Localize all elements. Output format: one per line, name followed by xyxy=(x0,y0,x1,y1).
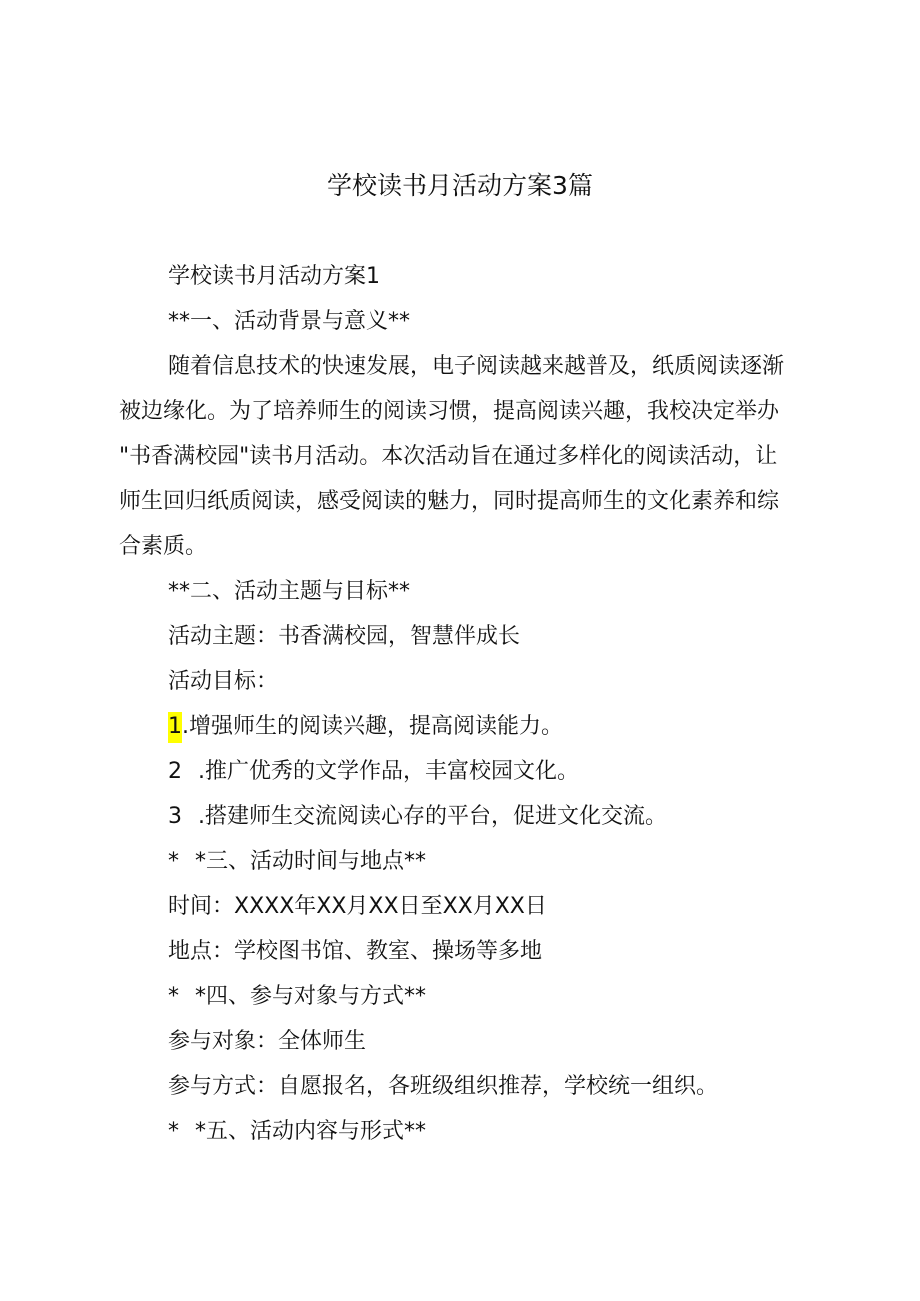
paragraph-line: 师生回归纸质阅读，感受阅读的魅力，同时提高师生的文化素养和综 xyxy=(119,489,780,514)
section-heading-5 xyxy=(168,1117,426,1147)
heading-text: *四、参与对象与方式** xyxy=(195,984,427,1009)
section-heading-1: **一、活动背景与意义** xyxy=(168,309,411,334)
goal-text: .搭建师生交流阅读心存的平台，促进文化交流。 xyxy=(198,804,667,829)
goal-number: 2 xyxy=(168,759,182,784)
goal-text: .推广优秀的文学作品，丰富校园文化。 xyxy=(198,759,579,784)
goal-item-1 xyxy=(168,712,563,742)
paragraph-line: "书香满校园"读书月活动。本次活动旨在通过多样化的阅读活动，让 xyxy=(119,444,778,469)
goal-item-2 xyxy=(168,757,579,787)
highlighted-number: 1 xyxy=(168,712,182,743)
goal-number: 3 xyxy=(168,804,182,829)
time-line: 时间：XXXX年XX月XX日至XX月XX日 xyxy=(168,894,547,919)
section-heading-3 xyxy=(168,847,426,877)
theme-line: 活动主题：书香满校园，智慧伴成长 xyxy=(168,624,521,649)
goal-item-3 xyxy=(168,802,667,832)
section-heading-2: **二、活动主题与目标** xyxy=(168,579,411,604)
paragraph-line: 随着信息技术的快速发展，电子阅读越来越普及，纸质阅读逐渐 xyxy=(168,354,785,379)
paragraph-line: 合素质。 xyxy=(119,534,208,559)
goal-text: .增强师生的阅读兴趣，提高阅读能力。 xyxy=(182,714,563,739)
heading-star: * xyxy=(168,1119,179,1144)
goals-label: 活动目标： xyxy=(168,669,279,694)
plan-subtitle: 学校读书月活动方案1 xyxy=(168,264,380,289)
section-heading-4 xyxy=(168,982,426,1012)
heading-text: *五、活动内容与形式** xyxy=(195,1119,427,1144)
paragraph-line: 被边缘化。为了培养师生的阅读习惯，提高阅读兴趣，我校决定举办 xyxy=(119,399,780,424)
heading-text: *三、活动时间与地点** xyxy=(195,849,427,874)
place-line: 地点：学校图书馆、教室、操场等多地 xyxy=(168,939,543,964)
method-line: 参与方式：自愿报名，各班级组织推荐，学校统一组织。 xyxy=(168,1074,719,1099)
participants-line: 参与对象：全体师生 xyxy=(168,1029,367,1054)
heading-star: * xyxy=(168,849,179,874)
heading-star: * xyxy=(168,984,179,1009)
document-title: 学校读书月活动方案3篇 xyxy=(327,171,593,200)
